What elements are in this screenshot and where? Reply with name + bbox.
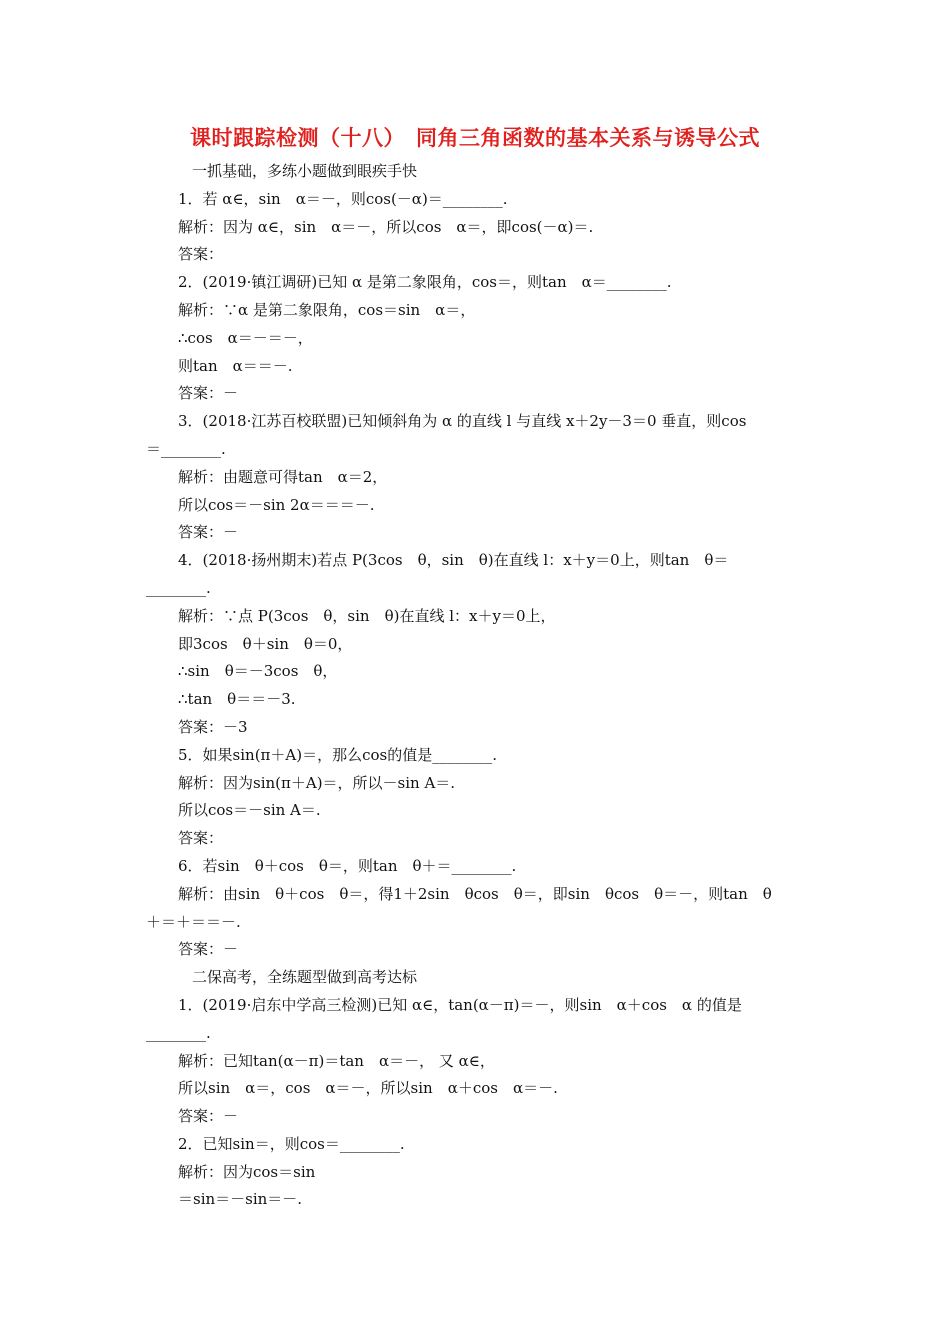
text-line: 解析：已知tan(α－π)＝tan α＝－， 又 α∈， xyxy=(178,1051,495,1070)
text-line: 3．(2018·江苏百校联盟)已知倾斜角为 α 的直线 l 与直线 x＋2y－3＝0 垂直，则cos xyxy=(178,412,747,431)
text-line: 答案：－3 xyxy=(178,717,248,736)
text-line: 4．(2018·扬州期末)若点 P(3cos θ，sin θ)在直线 l：x＋y＝0上，则tan θ＝ xyxy=(178,551,729,570)
text-line: 1．(2019·启东中学高三检测)已知 α∈，tan(α－π)＝－，则sin α＋cos α 的值是 xyxy=(178,995,742,1014)
text-line: 二保高考，全练题型做到高考达标 xyxy=(192,968,418,987)
text-line: 5．如果sin(π＋A)＝，那么cos的值是________. xyxy=(178,745,497,764)
text-line: 答案：－ xyxy=(178,1107,239,1126)
text-line: 即3cos θ＋sin θ＝0， xyxy=(178,634,353,653)
text-line: 6．若sin θ＋cos θ＝，则tan θ＋＝________. xyxy=(178,856,517,875)
document-body xyxy=(0,158,950,1214)
text-line: 答案：－ xyxy=(178,523,239,542)
text-line: 答案：－ xyxy=(178,940,239,959)
text-line: 所以cos＝－sin 2α＝＝＝－. xyxy=(178,495,375,514)
text-line: 一抓基础，多练小题做到眼疾手快 xyxy=(192,162,418,180)
text-line: 答案： xyxy=(178,829,224,848)
text-line: 解析：∵点 P(3cos θ，sin θ)在直线 l：x＋y＝0上， xyxy=(178,606,556,625)
text-line: 1．若 α∈，sin α＝－，则cos(－α)＝________. xyxy=(178,189,508,208)
text-line: 解析：因为sin(π＋A)＝，所以－sin A＝. xyxy=(178,773,456,792)
text-line: ∴sin θ＝－3cos θ， xyxy=(178,662,338,681)
text-line: 所以cos＝－sin A＝. xyxy=(178,801,321,820)
text-line: ________. xyxy=(146,578,211,597)
text-line: ＋＝＋＝＝－. xyxy=(146,912,241,931)
text-line: 解析：因为cos＝sin xyxy=(178,1162,316,1181)
text-line: ＝sin＝－sin＝－. xyxy=(178,1190,303,1209)
text-line: 所以sin α＝，cos α＝－，所以sin α＋cos α＝－. xyxy=(178,1079,558,1098)
text-line: 2．(2019·镇江调研)已知 α 是第二象限角，cos＝，则tan α＝________. xyxy=(178,273,672,292)
text-line: 解析：因为 α∈，sin α＝－，所以cos α＝，即cos(－α)＝. xyxy=(178,217,594,236)
text-line: 解析：由题意可得tan α＝2， xyxy=(178,467,388,486)
text-line: ＝________. xyxy=(146,439,226,458)
text-line: ∴tan θ＝＝－3. xyxy=(178,690,296,709)
text-line: 2．已知sin＝，则cos＝________. xyxy=(178,1134,405,1153)
text-line: 则tan α＝＝－. xyxy=(178,356,293,375)
text-line: 解析：由sin θ＋cos θ＝，得1＋2sin θcos θ＝，即sin θcos θ＝－，则tan θ xyxy=(178,884,772,903)
text-line: ________. xyxy=(146,1023,211,1042)
text-line: 答案：－ xyxy=(178,384,239,403)
text-line: ∴cos α＝－＝－， xyxy=(178,328,313,347)
text-line: 答案： xyxy=(178,245,224,264)
document-title: 课时跟踪检测（十八） 同角三角函数的基本关系与诱导公式 xyxy=(190,126,760,150)
text-line: 解析：∵α 是第二象限角，cos＝sin α＝， xyxy=(178,300,476,319)
